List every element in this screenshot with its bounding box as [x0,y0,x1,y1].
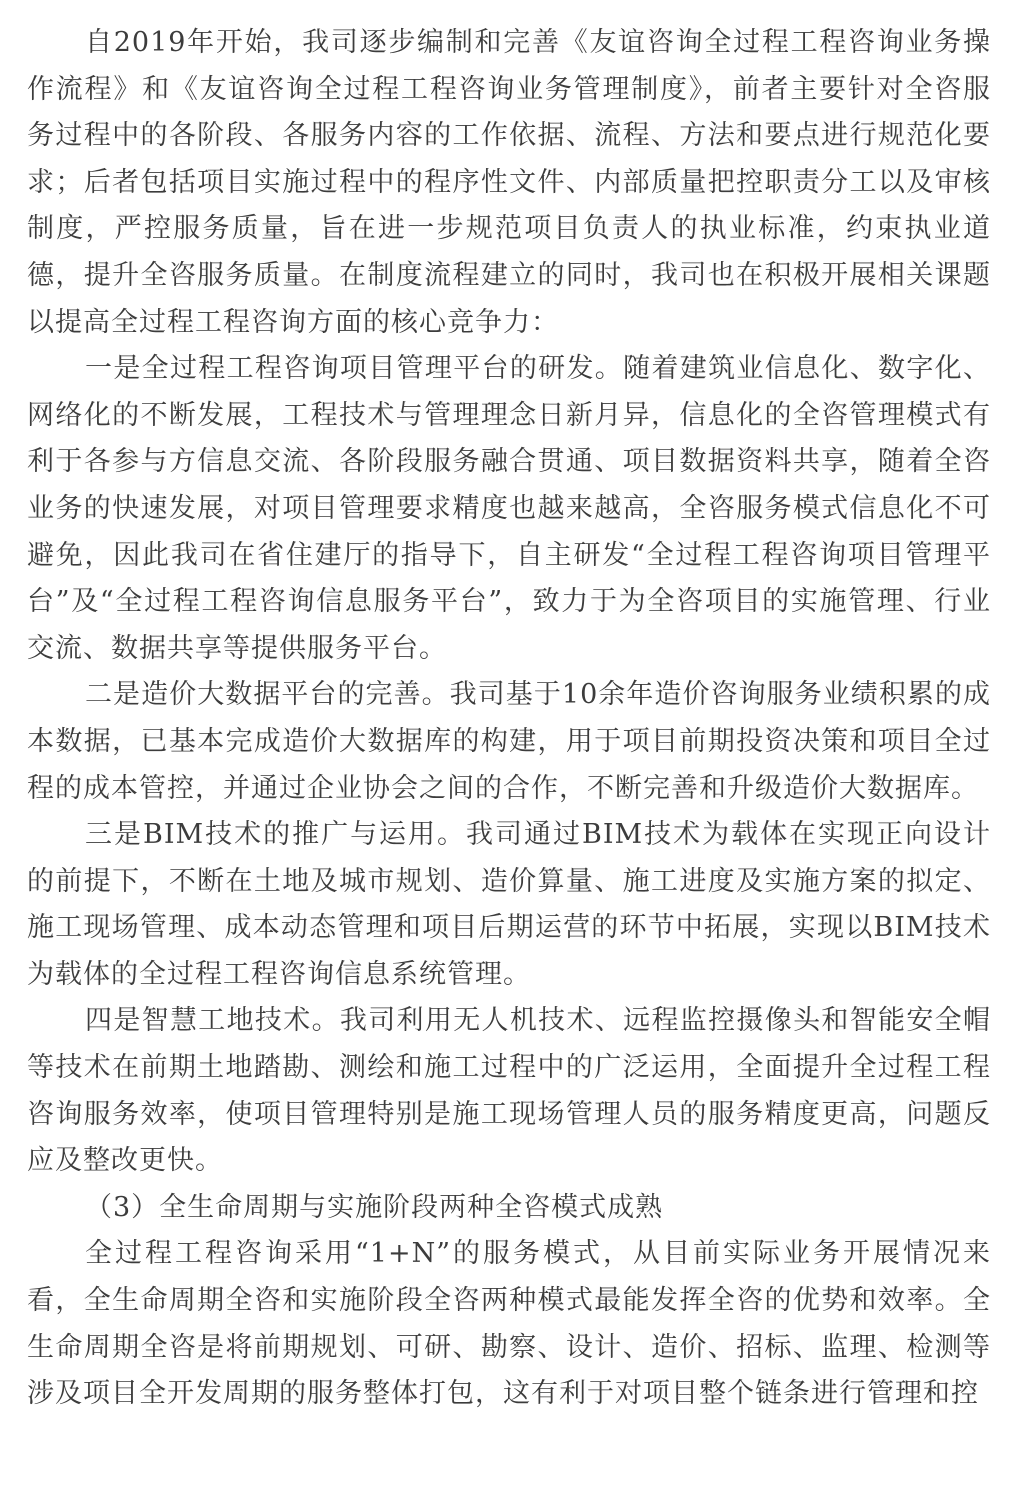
paragraph-bim: 三是BIM技术的推广与运用。我司通过BIM技术为载体在实现正向设计的前提下，不断在土地及城市规划、造价算量、施工进度及实施方案的拟定、施工现场管理、成本动态管理和项目后期运营的环节中拓展，实现以BIM技术为载体的全过程工程咨询信息系统管理。 [27,819,991,990]
paragraph-intro: 自2019年开始，我司逐步编制和完善《友谊咨询全过程工程咨询业务操作流程》和《友谊咨询全过程工程咨询业务管理制度》，前者主要针对全咨服务过程中的各阶段、各服务内容的工作依据、流程、方法和要点进行规范化要求；后者包括项目实施过程中的程序性文件、内部质量把控职责分工以及审核制度，严控服务质量，旨在进一步规范项目负责人的执业标准，约束执业道德，提升全咨服务质量。在制度流程建立的同时，我司也在积极开展相关课题以提高全过程工程咨询方面的核心竞争力： [27,27,991,338]
paragraph-service-model: 全过程工程咨询采用“1+N”的服务模式，从目前实际业务开展情况来看，全生命周期全咨和实施阶段全咨两种模式最能发挥全咨的优势和效率。全生命周期全咨是将前期规划、可研、勘察、设计、造价、招标、监理、检测等涉及项目全开发周期的服务整体打包，这有利于对项目整个链条进行管理和控 [27,1238,991,1410]
paragraph-platform: 一是全过程工程咨询项目管理平台的研发。随着建筑业信息化、数字化、网络化的不断发展，工程技术与管理理念日新月异，信息化的全咨管理模式有利于各参与方信息交流、各阶段服务融合贯通、项目数据资料共享，随着全咨业务的快速发展，对项目管理要求精度也越来越高，全咨服务模式信息化不可避免，因此我司在省住建厅的指导下，自主研发“全过程工程咨询项目管理平台”及“全过程工程咨询信息服务平台”，致力于为全咨项目的实施管理、行业交流、数据共享等提供服务平台。 [27,353,991,664]
paragraph-cost-data: 二是造价大数据平台的完善。我司基于10余年造价咨询服务业绩积累的成本数据，已基本完成造价大数据库的构建，用于项目前期投资决策和项目全过程的成本管控，并通过企业协会之间的合作，不断完善和升级造价大数据库。 [27,679,991,804]
paragraph-smart-site: 四是智慧工地技术。我司利用无人机技术、远程监控摄像头和智能安全帽等技术在前期土地踏勘、测绘和施工过程中的广泛运用，全面提升全过程工程咨询服务效率，使项目管理特别是施工现场管理人员的服务精度更高，问题反应及整改更快。 [27,1005,991,1177]
section-heading: （3）全生命周期与实施阶段两种全咨模式成熟 [85,1191,664,1223]
document-body [27,20,991,1418]
